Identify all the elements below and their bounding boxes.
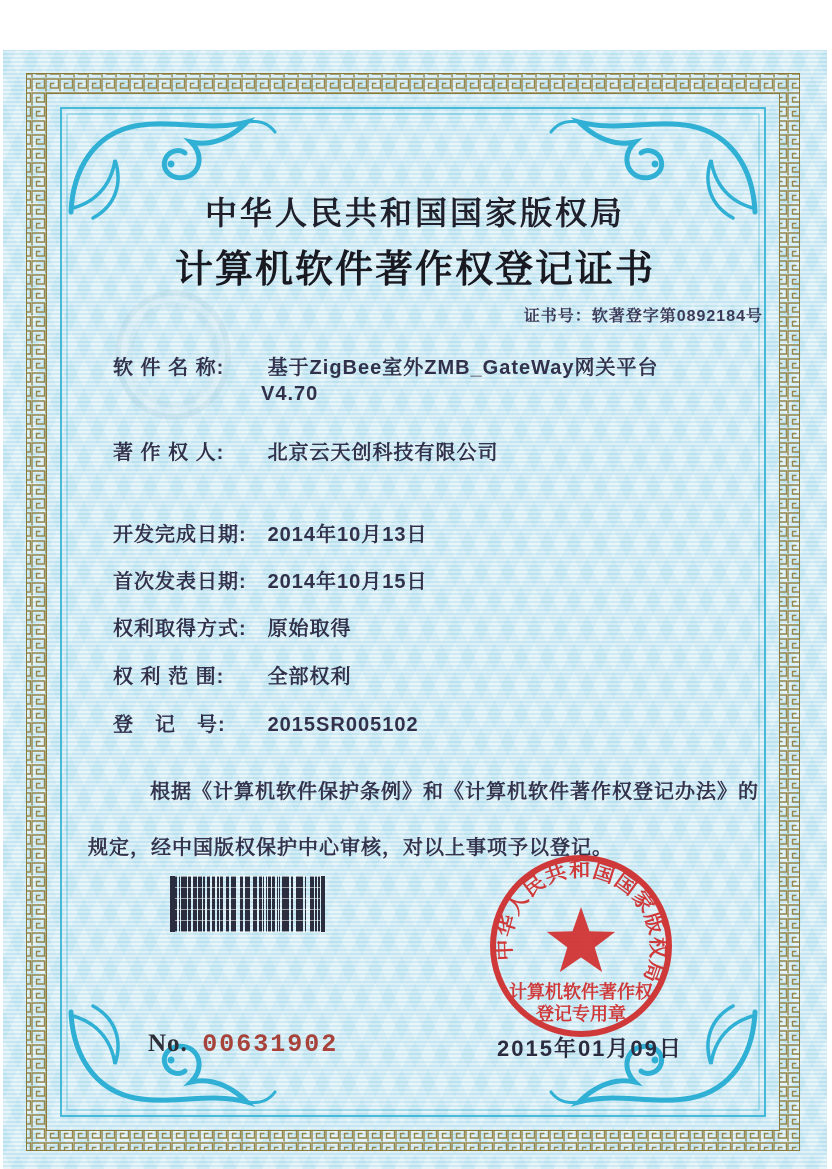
certificate-number-value: 软著登字第0892184号 xyxy=(591,308,763,325)
field-label: 权利取得方式: xyxy=(113,618,247,640)
authority-title: 中华人民共和国国家版权局 xyxy=(204,195,625,231)
field-acquisition-method xyxy=(113,612,352,641)
certificate-title: 计算机软件著作权登记证书 xyxy=(174,249,655,291)
field-first-publish-date xyxy=(113,565,428,594)
certificate-number-label: 证书号： xyxy=(523,308,592,325)
field-label: 开发完成日期: xyxy=(113,524,247,546)
certificate-number-line xyxy=(524,303,763,326)
field-software-version: V4.70 xyxy=(261,383,319,405)
field-copyright-owner xyxy=(113,436,499,465)
statement-line-1: 根据《计算机软件保护条例》和《计算机软件著作权登记办法》的 xyxy=(150,781,759,803)
field-label: 著 作 权 人: xyxy=(113,442,225,464)
field-value: 2015SR005102 xyxy=(267,714,419,736)
field-rights-scope xyxy=(113,660,352,689)
border-top xyxy=(27,74,799,93)
serial-number-line xyxy=(148,1030,338,1059)
seal-text-line2: 登记专用章 xyxy=(536,1004,626,1024)
seal-text-line1: 计算机软件著作权 xyxy=(509,982,653,1002)
seal-ring-text: 中华人民共和国国家版权局 xyxy=(493,859,669,985)
serial-label: No. xyxy=(148,1030,188,1057)
field-value: 2014年10月15日 xyxy=(267,571,428,593)
seal-star-icon xyxy=(547,907,615,972)
field-value: 全部权利 xyxy=(267,666,352,688)
field-value: 原始取得 xyxy=(267,618,352,640)
field-dev-complete-date xyxy=(113,518,428,547)
statement-line-2: 规定，经中国版权保护中心审核，对以上事项予以登记。 xyxy=(88,837,613,859)
field-label: 软 件 名 称: xyxy=(113,357,225,379)
field-label: 登 记 号: xyxy=(113,714,226,736)
field-software-name xyxy=(113,351,659,380)
pdf417-barcode xyxy=(170,876,325,932)
field-label: 首次发表日期: xyxy=(113,571,247,593)
field-registration-number xyxy=(113,708,419,737)
field-value: 基于ZigBee室外ZMB_GateWay网关平台 xyxy=(267,357,659,379)
border-bottom xyxy=(27,1131,799,1150)
official-seal xyxy=(481,846,681,1046)
field-value: 北京云天创科技有限公司 xyxy=(267,442,499,464)
field-label: 权 利 范 围: xyxy=(113,666,225,688)
field-value: 2014年10月13日 xyxy=(267,524,428,546)
issue-date: 2015年01月09日 xyxy=(497,1036,683,1061)
serial-number: 00631902 xyxy=(202,1030,339,1059)
certificate-paper xyxy=(3,50,827,1169)
